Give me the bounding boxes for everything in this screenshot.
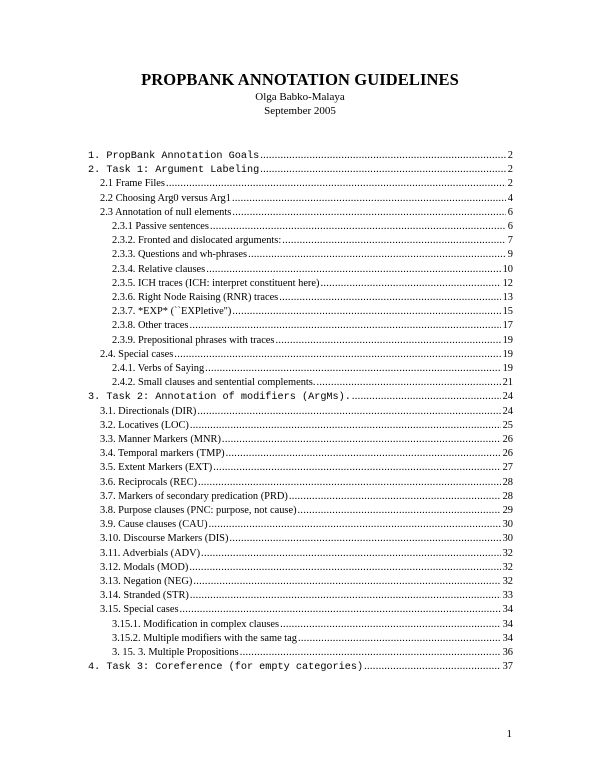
- toc-entry[interactable]: [100, 447, 513, 461]
- toc-entry[interactable]: [112, 376, 513, 390]
- toc-entry-page: 19: [502, 363, 513, 374]
- toc-entry[interactable]: [100, 433, 513, 447]
- toc-entry-label: 3.5. Extent Markers (EXT): [100, 462, 213, 474]
- toc-entry-page: 2: [507, 150, 513, 161]
- toc-entry[interactable]: [88, 163, 513, 177]
- toc-entry[interactable]: [100, 348, 513, 362]
- toc-entry[interactable]: [100, 603, 513, 617]
- toc-dot-leader: [232, 192, 506, 206]
- toc-dot-leader: [289, 490, 501, 504]
- toc-dot-leader: [275, 334, 500, 348]
- toc-dot-leader: [229, 532, 500, 546]
- toc-entry-page: 26: [502, 448, 513, 460]
- toc-entry-page: 2: [507, 178, 513, 190]
- toc-entry-page: 10: [502, 263, 513, 275]
- toc-entry-label: 2. Task 1: Argument Labeling: [88, 165, 260, 177]
- toc-entry[interactable]: [112, 362, 513, 376]
- toc-entry-page: 12: [502, 277, 513, 289]
- toc-entry-label: 3.4. Temporal markers (TMP): [100, 448, 225, 460]
- toc-entry-label: 2.3 Annotation of null elements: [100, 206, 232, 218]
- toc-entry[interactable]: [112, 248, 513, 262]
- toc-entry-label: 3.9. Cause clauses (CAU): [100, 519, 208, 531]
- toc-dot-leader: [352, 390, 501, 404]
- toc-entry[interactable]: [100, 561, 513, 575]
- toc-dot-leader: [213, 461, 500, 475]
- toc-dot-leader: [298, 632, 501, 646]
- toc-entry-label: 3.2. Locatives (LOC): [100, 419, 189, 431]
- toc-entry-label: 3.11. Adverbials (ADV): [100, 547, 201, 559]
- toc-entry[interactable]: [100, 476, 513, 490]
- toc-entry[interactable]: [100, 490, 513, 504]
- toc-entry-label: 3.15. Special cases: [100, 604, 179, 616]
- toc-entry[interactable]: [112, 618, 513, 632]
- toc-dot-leader: [240, 646, 501, 660]
- toc-entry-label: 3.7. Markers of secondary predication (PRD): [100, 490, 288, 502]
- toc-entry-label: 3.1. Directionals (DIR): [100, 405, 197, 417]
- toc-entry-label: 3. 15. 3. Multiple Propositions: [112, 647, 239, 658]
- toc-entry[interactable]: [112, 291, 513, 305]
- toc-entry-label: 3.14. Stranded (STR): [100, 590, 189, 602]
- toc-dot-leader: [189, 561, 500, 575]
- toc-entry[interactable]: [100, 177, 513, 191]
- toc-entry-page: 24: [502, 405, 513, 417]
- toc-entry[interactable]: [112, 263, 513, 277]
- toc-entry-page: 27: [502, 462, 513, 474]
- toc-dot-leader: [364, 660, 501, 674]
- toc-entry[interactable]: [112, 220, 513, 234]
- toc-entry-label: 2.3.8. Other traces: [112, 320, 189, 332]
- toc-entry-label: 3.10. Discourse Markers (DIS): [100, 533, 229, 545]
- toc-entry-label: 3.13. Negation (NEG): [100, 576, 193, 587]
- toc-entry-label: 1. PropBank Annotation Goals: [88, 151, 260, 162]
- toc-entry[interactable]: [88, 149, 513, 163]
- toc-dot-leader: [210, 220, 506, 234]
- document-title: PROPBANK ANNOTATION GUIDELINES: [141, 70, 459, 89]
- toc-entry-page: 19: [502, 334, 513, 346]
- toc-entry-label: 3. Task 2: Annotation of modifiers (ArgMs).: [88, 392, 351, 404]
- toc-entry-page: 28: [502, 490, 513, 502]
- toc-entry[interactable]: [100, 547, 513, 561]
- toc-dot-leader: [166, 177, 506, 191]
- toc-entry[interactable]: [100, 405, 513, 419]
- toc-entry-label: 3.8. Purpose clauses (PNC: purpose, not cause): [100, 505, 297, 516]
- toc-entry-page: 9: [507, 249, 513, 261]
- toc-entry-page: 32: [502, 547, 513, 559]
- toc-entry-page: 28: [502, 476, 513, 488]
- toc-entry[interactable]: [112, 234, 513, 248]
- toc-entry-page: 6: [507, 206, 513, 218]
- toc-entry[interactable]: [100, 206, 513, 220]
- toc-entry[interactable]: [100, 532, 513, 546]
- toc-entry-page: 33: [502, 590, 513, 602]
- toc-dot-leader: [190, 419, 501, 433]
- toc-entry-page: 34: [502, 632, 513, 644]
- toc-entry[interactable]: [100, 589, 513, 603]
- toc-entry-label: 2.3.3. Questions and wh-phrases: [112, 249, 248, 261]
- toc-dot-leader: [198, 476, 501, 490]
- toc-dot-leader: [206, 263, 500, 277]
- toc-entry[interactable]: [88, 660, 513, 674]
- toc-dot-leader: [174, 348, 500, 362]
- toc-entry-label: 2.4.2. Small clauses and sentential complements.: [112, 377, 316, 389]
- toc-entry-label: 2.2 Choosing Arg0 versus Arg1: [100, 192, 231, 204]
- toc-entry-label: 2.3.5. ICH traces (ICH: interpret constituent here): [112, 277, 320, 289]
- toc-entry[interactable]: [100, 419, 513, 433]
- toc-dot-leader: [316, 376, 500, 390]
- toc-entry-label: 3.6. Reciprocals (REC): [100, 476, 197, 488]
- toc-entry-page: 24: [502, 391, 513, 403]
- toc-dot-leader: [279, 291, 500, 305]
- toc-entry-page: 34: [502, 618, 513, 630]
- toc-entry-page: 4: [507, 192, 513, 204]
- toc-entry-page: 26: [502, 434, 513, 445]
- toc-dot-leader: [282, 234, 506, 248]
- toc-entry-label: 4. Task 3: Coreference (for empty categories): [88, 662, 364, 674]
- toc-entry-page: 32: [502, 561, 513, 573]
- toc-dot-leader: [226, 447, 501, 461]
- toc-entry-page: 32: [502, 576, 513, 587]
- toc-entry-label: 3.15.2. Multiple modifiers with the same tag: [112, 632, 297, 644]
- toc-dot-leader: [190, 589, 501, 603]
- toc-entry-page: 30: [502, 533, 513, 545]
- toc-entry-page: 7: [507, 235, 513, 247]
- toc-dot-leader: [298, 504, 501, 518]
- toc-dot-leader: [232, 305, 500, 319]
- document-date: September 2005: [264, 105, 336, 117]
- toc-entry[interactable]: [88, 390, 513, 404]
- toc-entry-label: 2.3.1 Passive sentences: [112, 221, 209, 232]
- toc-dot-leader: [280, 618, 501, 632]
- toc-entry-page: 34: [502, 604, 513, 616]
- toc-dot-leader: [205, 362, 500, 376]
- toc-dot-leader: [209, 518, 501, 532]
- toc-entry-label: 2.4. Special cases: [100, 348, 174, 360]
- toc-dot-leader: [260, 149, 506, 163]
- toc-entry-label: 2.3.9. Prepositional phrases with traces: [112, 334, 275, 346]
- toc-entry[interactable]: [112, 334, 513, 348]
- toc-entry-label: 2.3.4. Relative clauses: [112, 263, 206, 275]
- toc-entry-label: 2.3.7. *EXP* (``EXPletive"): [112, 306, 232, 318]
- toc-entry[interactable]: [100, 504, 513, 518]
- toc-entry-page: 15: [502, 306, 513, 318]
- toc-dot-leader: [201, 547, 501, 561]
- toc-dot-leader: [179, 603, 500, 617]
- toc-entry-label: 2.3.6. Right Node Raising (RNR) traces: [112, 292, 279, 303]
- toc-entry-page: 2: [507, 164, 513, 176]
- toc-entry[interactable]: [112, 632, 513, 646]
- toc-dot-leader: [260, 163, 506, 177]
- toc-dot-leader: [197, 405, 500, 419]
- toc-dot-leader: [320, 277, 500, 291]
- toc-entry-page: 21: [502, 377, 513, 389]
- toc-entry[interactable]: [100, 461, 513, 475]
- toc-entry-label: 2.3.2. Fronted and dislocated arguments:: [112, 235, 282, 247]
- toc-dot-leader: [222, 433, 501, 447]
- toc-entry[interactable]: [100, 575, 513, 589]
- toc-entry-page: 19: [502, 348, 513, 360]
- toc-entry[interactable]: [100, 192, 513, 206]
- toc-dot-leader: [248, 248, 506, 262]
- toc-entry-label: 3.12. Modals (MOD): [100, 561, 189, 573]
- toc-dot-leader: [193, 575, 500, 589]
- page-number: 1: [506, 728, 512, 740]
- toc-entry-page: 6: [507, 221, 513, 232]
- toc-entry[interactable]: [112, 646, 513, 660]
- toc-entry-page: 25: [502, 419, 513, 431]
- toc-entry-label: 3.3. Manner Markers (MNR): [100, 434, 221, 445]
- document-author: Olga Babko-Malaya: [255, 91, 345, 103]
- toc-entry-page: 30: [502, 519, 513, 531]
- toc-entry-page: 37: [502, 661, 513, 673]
- toc-entry[interactable]: [112, 319, 513, 333]
- toc-entry-page: 29: [502, 505, 513, 516]
- toc-entry-label: 2.1 Frame Files: [100, 178, 165, 190]
- toc-entry[interactable]: [112, 305, 513, 319]
- toc-dot-leader: [232, 206, 505, 220]
- toc-entry[interactable]: [100, 518, 513, 532]
- toc-entry-page: 13: [502, 292, 513, 303]
- toc-entry-label: 2.4.1. Verbs of Saying: [112, 363, 205, 374]
- toc-entry[interactable]: [112, 277, 513, 291]
- toc-entry-label: 3.15.1. Modification in complex clauses: [112, 618, 280, 630]
- toc-entry-page: 36: [502, 647, 513, 658]
- toc-dot-leader: [189, 319, 500, 333]
- toc-entry-page: 17: [502, 320, 513, 332]
